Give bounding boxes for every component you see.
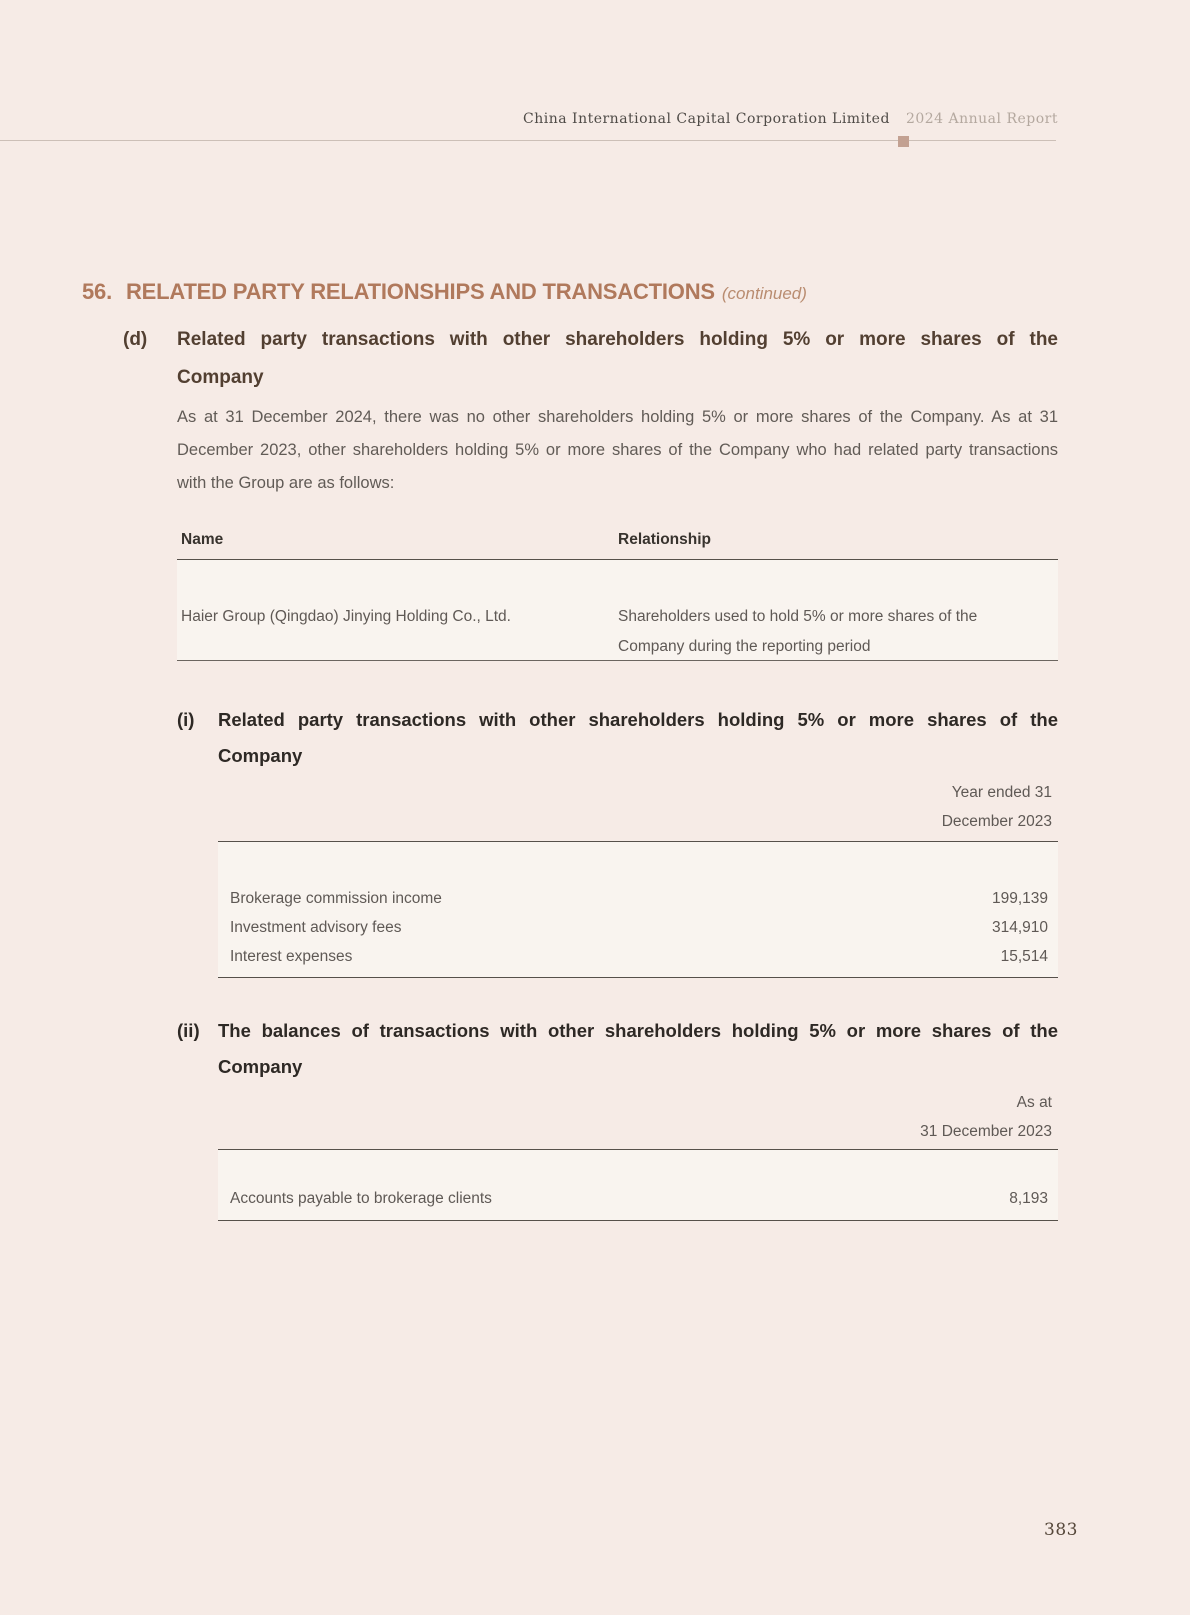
- table-row: [230, 942, 1048, 971]
- intro-paragraph: [177, 401, 1058, 500]
- section-number: 56.: [82, 279, 112, 304]
- row-value: 199,139: [991, 890, 1048, 907]
- subsection-d-title-line: Company: [177, 367, 264, 388]
- shareholder-table: [177, 530, 1058, 661]
- company-name: China International Capital Corporation Limited: [523, 111, 890, 127]
- subsection-ii-title-line: Company: [218, 1056, 303, 1077]
- subsection-i-title-line: Related party transactions with other shareholders holding 5% or more shares of the: [218, 709, 1058, 730]
- row-label: Investment advisory fees: [230, 919, 402, 936]
- period-line: As at: [1016, 1094, 1052, 1111]
- period-header-transactions: [218, 778, 1058, 836]
- period-line: Year ended 31: [951, 784, 1052, 801]
- page-content: [0, 277, 1190, 1221]
- subsection-d: [123, 321, 1058, 1221]
- period-header-balances: [218, 1088, 1058, 1146]
- running-header: [523, 111, 1058, 127]
- row-label: Brokerage commission income: [230, 890, 442, 907]
- subsection-ii-label: (ii): [177, 1020, 200, 1041]
- paragraph-line: December 2023, other shareholders holding 5% or more shares of the Company who had related party transactions: [177, 441, 1058, 459]
- subsection-i-label: (i): [177, 709, 195, 730]
- column-header-name: Name: [181, 531, 224, 548]
- table-row: [230, 884, 1048, 913]
- shareholder-name-cell: Haier Group (Qingdao) Jinying Holding Co., Ltd.: [181, 608, 511, 625]
- paragraph-line: with the Group are as follows:: [177, 474, 395, 492]
- transactions-table: [218, 841, 1058, 978]
- page-number: 383: [1044, 1520, 1078, 1540]
- row-value: 15,514: [1000, 948, 1048, 965]
- subsection-ii-body: [218, 1013, 1058, 1221]
- subsection-i-title-line: Company: [218, 745, 303, 766]
- shareholder-table-row: [177, 559, 1058, 661]
- period-line: 31 December 2023: [920, 1123, 1052, 1140]
- subsection-ii-title: [218, 1013, 1058, 1085]
- row-value: 8,193: [1009, 1190, 1048, 1207]
- header-rule: [0, 140, 1056, 141]
- subsection-i-body: [218, 702, 1058, 978]
- subsection-d-title: [177, 321, 1058, 397]
- shareholder-relationship-cell: [618, 602, 1048, 660]
- section-title: RELATED PARTY RELATIONSHIPS AND TRANSACTIONS: [125, 279, 715, 304]
- subsection-i: [177, 702, 1058, 978]
- column-header-relationship: Relationship: [618, 531, 712, 548]
- paragraph-line: As at 31 December 2024, there was no other shareholders holding 5% or more shares of the Company. As at 31: [177, 408, 1058, 426]
- header-square-marker: [898, 136, 909, 147]
- report-edition: 2024 Annual Report: [905, 111, 1058, 127]
- row-value: 314,910: [991, 919, 1048, 936]
- shareholder-table-header: [177, 530, 1058, 559]
- subsection-ii-title-line: The balances of transactions with other shareholders holding 5% or more shares of the: [218, 1020, 1058, 1041]
- subsection-d-label: (d): [123, 329, 148, 350]
- row-label: Accounts payable to brokerage clients: [230, 1190, 492, 1207]
- table-row: [230, 1186, 1048, 1212]
- subsection-ii: [177, 1013, 1058, 1221]
- subsection-d-body: [177, 321, 1058, 1221]
- subsection-i-title: [218, 702, 1058, 774]
- section-continued-note: (continued): [721, 284, 807, 303]
- section-heading: [82, 277, 1070, 309]
- row-label: Interest expenses: [230, 948, 353, 965]
- relationship-line: Company during the reporting period: [618, 638, 871, 655]
- table-row: [230, 913, 1048, 942]
- period-line: December 2023: [941, 813, 1052, 830]
- balances-table: [218, 1149, 1058, 1221]
- subsection-d-title-line: Related party transactions with other shareholders holding 5% or more shares of the: [177, 329, 1058, 350]
- relationship-line: Shareholders used to hold 5% or more shares of the: [618, 608, 978, 625]
